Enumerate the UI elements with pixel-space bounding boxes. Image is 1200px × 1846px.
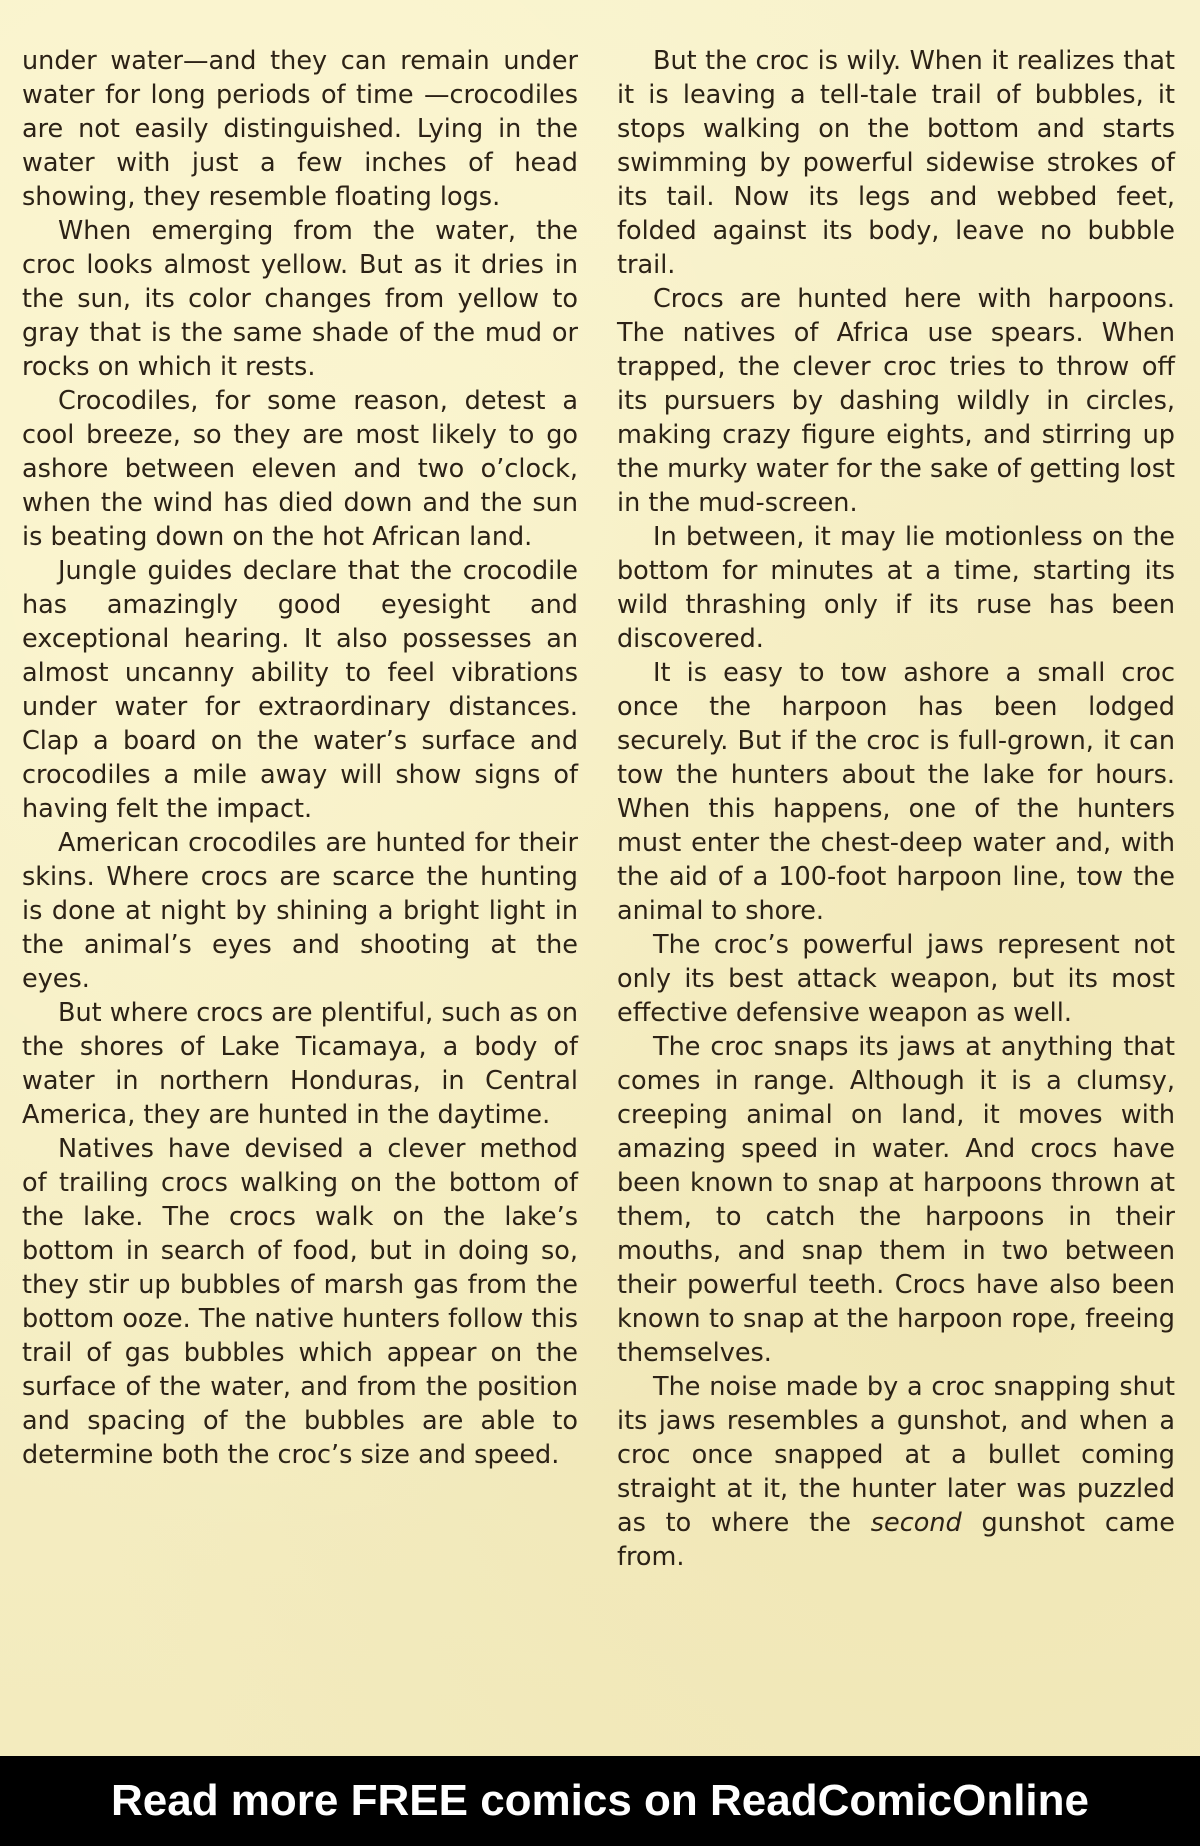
promo-banner-text[interactable]: Read more FREE comics on ReadComicOnline — [110, 1776, 1089, 1825]
paragraph-under-water: under water—and they can remain under water for long periods of time —crocodiles are not easily distinguished. Lying in the water with just a few inches of head showing, they resemble floating logs. — [22, 46, 578, 212]
paragraph-gunshot-noise — [617, 1370, 1175, 1574]
paragraph-lake-ticamaya: But where crocs are plentiful, such as on the shores of Lake Ticamaya, a body of water in northern Honduras, in Central America, they are hunted in the daytime. — [22, 998, 578, 1130]
right-column — [617, 44, 1175, 1574]
paragraph-american-crocodiles: American crocodiles are hunted for their skins. Where crocs are scarce the hunting is done at night by shining a bright light in the animal’s eyes and shooting at the eyes. — [22, 828, 578, 994]
paragraph-tow-ashore: It is easy to tow ashore a small croc once the harpoon has been lodged securely. But if the croc is full-grown, it can tow the hunters about the lake for hours. When this happens, one of the hunters must enter the chest-deep water and, with the aid of a 100-foot harpoon line, tow the animal to shore. — [617, 658, 1175, 926]
paragraph-cool-breeze: Crocodiles, for some reason, detest a cool breeze, so they are most likely to go ashore between eleven and two o’clock, when the wind has died down and the sun is beating down on the hot African land. — [22, 386, 578, 552]
paragraph-powerful-jaws: The croc’s powerful jaws represent not only its best attack weapon, but its most effective defensive weapon as well. — [617, 930, 1175, 1028]
emphasis-second: second — [870, 1508, 962, 1538]
paragraph-natives-trailing: Natives have devised a clever method of trailing crocs walking on the bottom of the lake. The crocs walk on the lake’s bottom in search of food, but in doing so, they stir up bubbles of marsh gas from the bottom ooze. The native hunters follow this trail of gas bubbles which appear on the surface of the water, and from the position and spacing of the bubbles are able to determine both the croc’s size and speed. — [22, 1134, 578, 1470]
gunshot-text-start: The noise made by a croc snapping shut its jaws resembles a gunshot, and when a croc once snapped at a bullet coming straight at it, the hunter later was puzzled as to where the — [617, 1372, 1175, 1538]
gunshot-text-end: gunshot came from. — [617, 1508, 1175, 1572]
left-column — [22, 44, 578, 1472]
paragraph-motionless: In between, it may lie motionless on the bottom for minutes at a time, starting its wild thrashing only if its ruse has been discovered. — [617, 522, 1175, 654]
paragraph-jungle-guides: Jungle guides declare that the crocodile has amazingly good eyesight and exceptional hearing. It also possesses an almost uncanny ability to feel vibrations under water for extraordinary distances. Clap a board on the water’s surface and crocodiles a mile away will show signs of having felt the impact. — [22, 556, 578, 824]
paragraph-croc-wily: But the croc is wily. When it realizes that it is leaving a tell-tale trail of bubbles, it stops walking on the bottom and starts swimming by powerful sidewise strokes of its tail. Now its legs and webbed feet, folded against its body, leave no bubble trail. — [617, 46, 1175, 280]
paragraph-snaps-jaws: The croc snaps its jaws at anything that comes in range. Although it is a clumsy, creeping animal on land, it moves with amazing speed in water. And crocs have been known to snap at harpoons thrown at them, to catch the harpoons in their mouths, and snap them in two between their powerful teeth. Crocs have also been known to snap at the harpoon rope, freeing themselves. — [617, 1032, 1175, 1368]
paragraph-harpoons: Crocs are hunted here with harpoons. The natives of Africa use spears. When trapped, the clever croc tries to throw off its pursuers by dashing wildly in circles, making crazy figure eights, and stirring up the murky water for the sake of getting lost in the mud-screen. — [617, 284, 1175, 518]
promo-banner[interactable] — [0, 1756, 1200, 1846]
paragraph-emerging: When emerging from the water, the croc looks almost yellow. But as it dries in the sun, its color changes from yellow to gray that is the same shade of the mud or rocks on which it rests. — [22, 216, 578, 382]
